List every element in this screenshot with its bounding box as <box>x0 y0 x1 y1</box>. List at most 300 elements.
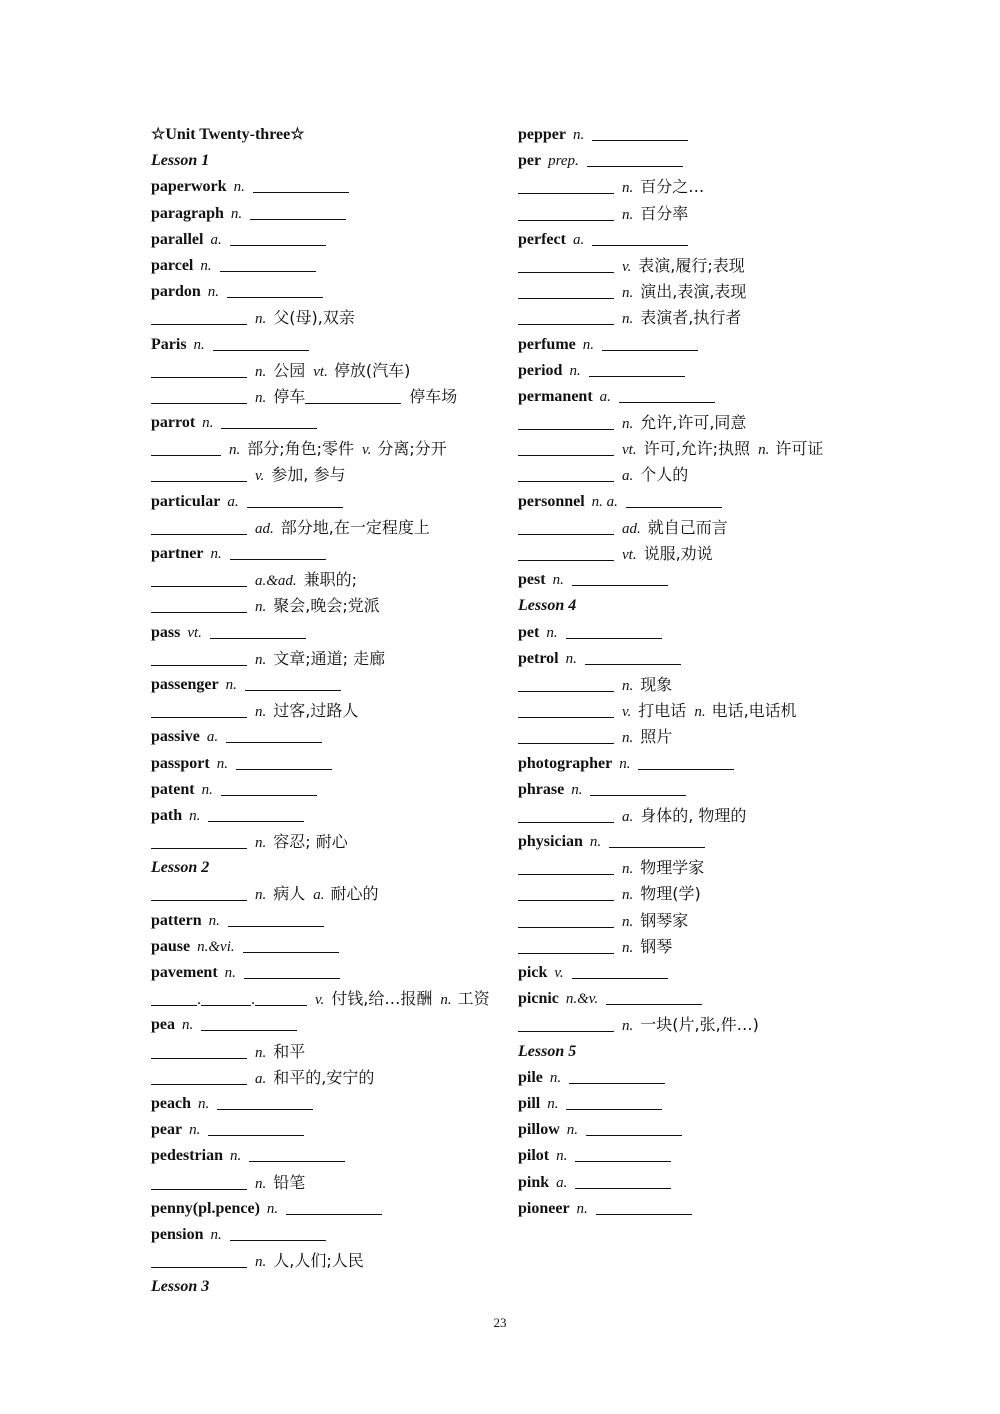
vocab-entry <box>151 829 501 855</box>
vocab-entry <box>518 620 878 646</box>
answer-blank[interactable] <box>518 806 614 823</box>
part-of-speech: n. <box>255 835 267 852</box>
chinese-meaning: 表演者,执行者 <box>640 308 742 328</box>
vocab-entry <box>151 620 501 646</box>
vocab-entry <box>151 1143 501 1169</box>
part-of-speech: n. <box>622 913 634 930</box>
answer-blank[interactable] <box>151 701 247 718</box>
vocab-entry <box>518 803 878 829</box>
vocab-entry <box>151 332 501 358</box>
answer-blank[interactable] <box>151 596 247 613</box>
part-of-speech: n. <box>622 1018 634 1035</box>
answer-blank[interactable] <box>151 439 221 456</box>
vocab-word: permanent <box>518 387 593 405</box>
answer-blank[interactable] <box>151 1042 247 1059</box>
answer-blank[interactable] <box>518 413 614 430</box>
answer-blank[interactable] <box>518 308 614 325</box>
vocab-word: passive <box>151 728 200 746</box>
part-of-speech: n. a. <box>591 493 618 510</box>
chinese-meaning: 容忍; 耐心 <box>273 832 348 852</box>
vocab-word: pillow <box>518 1121 560 1139</box>
answer-blank[interactable] <box>151 1173 247 1190</box>
part-of-speech: n. <box>255 1254 267 1271</box>
part-of-speech: a. <box>206 729 219 746</box>
vocab-entry <box>518 1091 878 1117</box>
part-of-speech: v. <box>622 704 632 721</box>
vocab-entry <box>518 462 878 488</box>
part-of-speech: n. <box>622 939 634 956</box>
vocab-word: pepper <box>518 126 566 143</box>
answer-blank[interactable] <box>245 674 341 691</box>
part-of-speech: n. <box>619 755 631 772</box>
vocab-entry <box>518 751 878 777</box>
answer-blank[interactable] <box>208 805 304 822</box>
answer-blank[interactable] <box>250 203 346 220</box>
vocab-entry <box>518 358 878 384</box>
vocab-entry <box>518 1012 878 1038</box>
part-of-speech: a. <box>210 231 222 248</box>
vocab-word: pattern <box>151 911 202 929</box>
answer-blank[interactable] <box>518 177 614 194</box>
vocab-entry <box>518 908 878 934</box>
part-of-speech: n. <box>573 127 585 143</box>
answer-blank[interactable] <box>210 622 306 639</box>
chinese-meaning: 个人的 <box>640 465 689 485</box>
part-of-speech: n. <box>210 1226 222 1243</box>
chinese-meaning: 和平的,安宁的 <box>273 1067 375 1087</box>
chinese-meaning: 物理学家 <box>640 858 705 878</box>
answer-blank[interactable] <box>572 569 668 586</box>
vocab-entry <box>151 1012 501 1038</box>
vocab-entry <box>151 489 501 515</box>
part-of-speech: n. <box>193 336 205 353</box>
vocab-entry <box>518 279 878 305</box>
part-of-speech: n. <box>189 807 201 824</box>
part-of-speech: n. <box>622 677 634 694</box>
left-column <box>151 122 501 1300</box>
vocab-word: personnel <box>518 492 585 510</box>
chinese-meaning: 表演,履行;表现 <box>638 255 745 275</box>
answer-blank[interactable] <box>253 176 349 193</box>
vocab-entry <box>518 541 878 567</box>
part-of-speech: n. <box>622 206 634 223</box>
vocab-entry <box>151 279 501 305</box>
vocab-entry <box>518 253 878 279</box>
vocab-entry <box>518 489 878 515</box>
lesson-title: Lesson 3 <box>151 1278 210 1296</box>
chinese-meaning: 钢琴 <box>640 936 673 956</box>
answer-blank[interactable] <box>286 1198 382 1215</box>
part-of-speech: n. <box>266 1200 279 1217</box>
vocab-word: passenger <box>151 675 219 693</box>
part-of-speech: n. <box>571 781 583 798</box>
answer-blank[interactable] <box>518 937 614 954</box>
part-of-speech: prep. <box>548 153 579 170</box>
vocab-entry <box>151 515 501 541</box>
answer-blank[interactable] <box>606 988 702 1005</box>
vocab-word: pet <box>518 623 540 641</box>
vocab-entry <box>151 934 501 960</box>
lesson-heading <box>151 148 501 174</box>
vocab-entry <box>151 960 501 986</box>
vocab-entry <box>151 384 501 410</box>
part-of-speech: n. <box>255 389 267 406</box>
vocab-entry <box>518 646 878 672</box>
answer-blank[interactable] <box>589 360 685 377</box>
part-of-speech: n. <box>225 676 237 693</box>
answer-blank[interactable] <box>201 989 251 1006</box>
part-of-speech: a.&ad. <box>255 573 297 590</box>
chinese-meaning: 说服,劝说 <box>643 544 713 563</box>
vocab-entry <box>151 593 501 619</box>
vocab-entry <box>151 227 501 253</box>
answer-blank[interactable] <box>208 1119 304 1136</box>
part-of-speech: n. <box>255 887 267 904</box>
vocab-word: perfume <box>518 335 576 353</box>
vocab-entry: . . v. 付钱,给…报酬 n. 工资 <box>151 986 501 1012</box>
answer-blank[interactable] <box>518 256 614 273</box>
answer-blank[interactable] <box>518 1015 614 1032</box>
vocab-entry <box>518 567 878 593</box>
answer-blank[interactable] <box>518 544 614 561</box>
vocab-entry <box>518 1065 878 1091</box>
page-number: 23 <box>493 1315 507 1330</box>
chinese-meaning: 演出,表演,表现 <box>640 282 747 302</box>
chinese-meaning: 现象 <box>640 674 673 694</box>
vocab-word: pill <box>518 1094 541 1112</box>
chinese-meaning: 部分;角色;零件 <box>247 439 355 459</box>
answer-blank[interactable] <box>244 962 340 979</box>
vocab-entry <box>151 410 501 436</box>
chinese-meaning: 电话,电话机 <box>711 701 797 721</box>
answer-blank[interactable] <box>151 387 247 404</box>
vocab-word: pear <box>151 1121 183 1139</box>
part-of-speech: n. <box>556 1148 568 1165</box>
answer-blank[interactable] <box>619 386 715 403</box>
part-of-speech: n. <box>552 572 564 589</box>
answer-blank[interactable] <box>151 308 247 325</box>
answer-blank[interactable] <box>221 779 317 796</box>
chinese-meaning: 兼职的; <box>303 570 358 590</box>
part-of-speech: n. <box>622 285 634 302</box>
answer-blank[interactable] <box>305 387 401 404</box>
vocab-entry <box>518 724 878 750</box>
answer-blank[interactable] <box>230 543 326 560</box>
vocab-word: passport <box>151 754 210 772</box>
part-of-speech: n. <box>255 1044 267 1061</box>
vocab-word: parallel <box>151 230 204 248</box>
answer-blank[interactable] <box>518 701 614 718</box>
answer-blank[interactable] <box>575 1172 671 1189</box>
vocab-word: peach <box>151 1094 191 1112</box>
answer-blank[interactable] <box>518 204 614 221</box>
vocab-entry <box>518 1143 878 1169</box>
answer-blank[interactable] <box>151 361 247 378</box>
answer-blank[interactable] <box>572 962 668 979</box>
chinese-meaning: 许可,允许;执照 <box>643 439 751 459</box>
vocab-word: pedestrian <box>151 1147 223 1165</box>
answer-blank[interactable] <box>249 1145 345 1162</box>
answer-blank[interactable] <box>518 911 614 928</box>
answer-blank[interactable] <box>247 491 343 508</box>
vocab-entry <box>151 724 501 750</box>
part-of-speech: a. <box>556 1174 568 1191</box>
part-of-speech: n. <box>208 912 220 929</box>
part-of-speech: n. <box>233 179 245 196</box>
vocab-word: Paris <box>151 335 187 353</box>
part-of-speech: n. <box>216 755 228 772</box>
part-of-speech: n. <box>230 1148 242 1165</box>
answer-blank[interactable] <box>230 229 326 246</box>
vocab-entry <box>518 1196 878 1222</box>
answer-blank[interactable] <box>518 465 614 482</box>
chinese-meaning: 工资 <box>457 989 490 1009</box>
answer-blank[interactable] <box>518 884 614 901</box>
answer-blank[interactable] <box>151 649 247 666</box>
answer-blank[interactable] <box>228 910 324 927</box>
vocab-word: particular <box>151 492 221 510</box>
vocab-entry <box>518 829 878 855</box>
answer-blank[interactable] <box>236 753 332 770</box>
vocab-entry <box>518 986 878 1012</box>
vocab-entry <box>518 305 878 331</box>
vocab-entry <box>151 646 501 672</box>
right-column <box>518 122 878 1222</box>
answer-blank[interactable] <box>609 831 705 848</box>
part-of-speech: n. <box>546 624 558 641</box>
chinese-meaning: 物理(学) <box>640 884 701 904</box>
answer-blank[interactable] <box>518 858 614 875</box>
answer-blank[interactable] <box>587 150 683 167</box>
answer-blank[interactable] <box>518 518 614 535</box>
answer-blank[interactable] <box>226 726 322 743</box>
vocab-entry <box>518 174 878 200</box>
vocab-word: photographer <box>518 754 613 772</box>
answer-blank[interactable] <box>585 648 681 665</box>
vocab-word: period <box>518 361 563 379</box>
chinese-meaning: 停放(汽车) <box>333 360 411 380</box>
part-of-speech: a. <box>255 1070 267 1087</box>
vocab-entry <box>518 777 878 803</box>
chinese-meaning: 铅笔 <box>273 1172 306 1192</box>
vocab-entry <box>151 436 501 462</box>
unit-heading <box>151 122 501 148</box>
chinese-meaning: 一块(片,张,件…) <box>640 1015 759 1035</box>
chinese-meaning: 许可证 <box>775 439 824 459</box>
vocab-entry <box>518 410 878 436</box>
part-of-speech: a. <box>599 388 611 405</box>
part-of-speech: n. <box>230 205 243 222</box>
vocab-entry <box>151 881 501 907</box>
part-of-speech: n. <box>224 965 236 981</box>
part-of-speech: vt. <box>622 442 637 459</box>
part-of-speech: ad. <box>622 520 641 537</box>
lesson-title: Lesson 2 <box>151 859 210 877</box>
vocab-word: picnic <box>518 990 559 1008</box>
answer-blank[interactable] <box>590 779 686 796</box>
answer-blank[interactable] <box>220 255 316 272</box>
answer-blank[interactable] <box>217 1093 313 1110</box>
answer-blank[interactable] <box>151 570 247 587</box>
chinese-meaning: 停车 <box>273 386 306 406</box>
vocab-word: phrase <box>518 780 565 798</box>
part-of-speech: n. <box>589 834 602 851</box>
part-of-speech: a. <box>622 808 634 825</box>
answer-blank[interactable] <box>151 465 247 482</box>
vocab-word: pest <box>518 571 546 589</box>
chinese-meaning: 百分率 <box>640 203 689 223</box>
vocab-word: pardon <box>151 283 201 301</box>
vocab-entry <box>518 672 878 698</box>
answer-blank[interactable] <box>566 1093 662 1110</box>
vocab-entry <box>151 1117 501 1143</box>
vocab-entry <box>151 358 501 384</box>
vocab-word: pavement <box>151 964 218 981</box>
vocab-entry <box>151 803 501 829</box>
chinese-meaning: 照片 <box>640 727 673 747</box>
vocab-entry <box>151 253 501 279</box>
answer-blank[interactable] <box>255 989 307 1006</box>
vocab-entry <box>151 1065 501 1091</box>
answer-blank[interactable] <box>596 1198 692 1215</box>
vocab-word: paperwork <box>151 178 227 196</box>
answer-blank[interactable] <box>151 832 247 849</box>
vocab-word: pilot <box>518 1147 550 1165</box>
answer-blank[interactable] <box>569 1067 665 1084</box>
vocab-entry <box>518 1117 878 1143</box>
answer-blank[interactable] <box>518 675 614 692</box>
vocab-entry <box>518 122 878 148</box>
vocab-entry <box>151 462 501 488</box>
chinese-meaning: 分离;分开 <box>377 439 447 459</box>
vocab-word: penny(pl.pence) <box>151 1199 260 1217</box>
answer-blank[interactable] <box>201 1014 297 1031</box>
part-of-speech: vt. <box>622 547 637 563</box>
chinese-meaning: 人,人们;人民 <box>273 1251 364 1271</box>
part-of-speech: n. <box>582 336 595 353</box>
answer-blank[interactable] <box>213 334 309 351</box>
answer-blank[interactable] <box>626 491 722 508</box>
vocab-entry <box>518 934 878 960</box>
part-of-speech: n.&v. <box>565 991 599 1008</box>
vocab-entry <box>151 174 501 200</box>
chinese-meaning: 耐心的 <box>330 884 379 904</box>
part-of-speech: n. <box>255 1175 267 1192</box>
part-of-speech: n. <box>566 1122 579 1139</box>
part-of-speech: n. <box>189 1122 201 1139</box>
answer-blank[interactable] <box>151 884 247 901</box>
vocab-word: patent <box>151 780 195 798</box>
part-of-speech: n. <box>576 1200 588 1217</box>
part-of-speech: a. <box>227 493 239 510</box>
vocab-word: parcel <box>151 256 194 274</box>
vocab-word: pick <box>518 964 548 981</box>
vocab-entry <box>518 698 878 724</box>
answer-blank[interactable] <box>221 412 317 429</box>
answer-blank[interactable] <box>586 1119 682 1136</box>
part-of-speech: a. <box>622 468 634 485</box>
part-of-speech: n. <box>207 284 220 301</box>
part-of-speech: n. <box>549 1069 562 1086</box>
vocab-entry <box>518 148 878 174</box>
answer-blank[interactable] <box>592 229 688 246</box>
vocab-entry <box>151 1222 501 1248</box>
vocab-entry <box>151 567 501 593</box>
part-of-speech: vt. <box>313 363 328 380</box>
answer-blank[interactable] <box>518 727 614 744</box>
chinese-meaning: 身体的, 物理的 <box>640 805 747 825</box>
vocab-word: pension <box>151 1225 204 1243</box>
chinese-meaning: 公园 <box>273 360 306 380</box>
vocab-entry <box>151 1039 501 1065</box>
vocab-entry <box>151 1091 501 1117</box>
part-of-speech: n. <box>229 442 241 459</box>
answer-blank[interactable] <box>592 124 688 141</box>
chinese-meaning: 聚会,晚会;党派 <box>273 596 380 616</box>
part-of-speech: n. <box>622 887 634 904</box>
vocab-entry <box>518 201 878 227</box>
chinese-meaning: 付钱,给…报酬 <box>331 989 433 1009</box>
chinese-meaning: 允许,许可,同意 <box>640 413 747 433</box>
part-of-speech: n. <box>622 861 634 878</box>
answer-blank[interactable] <box>638 753 734 770</box>
vocab-word: perfect <box>518 230 566 248</box>
answer-blank[interactable] <box>151 989 197 1006</box>
chinese-meaning: 停车场 <box>409 386 458 406</box>
answer-blank[interactable] <box>518 282 614 299</box>
chinese-meaning: 文章;通道; 走廊 <box>273 648 386 668</box>
chinese-meaning: 和平 <box>273 1041 306 1061</box>
chinese-meaning: 父(母),双亲 <box>273 308 355 328</box>
chinese-meaning: 过客,过路人 <box>273 701 359 721</box>
vocab-entry <box>518 227 878 253</box>
lesson-title: Lesson 1 <box>151 152 210 170</box>
answer-blank[interactable] <box>518 439 614 456</box>
vocab-entry <box>518 881 878 907</box>
answer-blank[interactable] <box>566 622 662 639</box>
lesson-heading <box>151 855 501 881</box>
answer-blank[interactable] <box>575 1145 671 1162</box>
part-of-speech: n. <box>202 415 214 432</box>
vocab-entry <box>518 1170 878 1196</box>
answer-blank[interactable] <box>151 1251 247 1268</box>
part-of-speech: n. <box>622 730 634 747</box>
part-of-speech: n. <box>622 180 634 197</box>
chinese-meaning: 病人 <box>273 884 306 904</box>
lesson-heading <box>518 593 878 619</box>
vocab-word: physician <box>518 833 583 851</box>
chinese-meaning: 钢琴家 <box>640 910 689 930</box>
answer-blank[interactable] <box>243 936 339 953</box>
vocab-entry <box>151 777 501 803</box>
vocab-entry <box>151 1196 501 1222</box>
part-of-speech: n. <box>255 599 267 616</box>
answer-blank[interactable] <box>602 334 698 351</box>
part-of-speech: a. <box>313 887 325 904</box>
part-of-speech: n. <box>255 363 267 380</box>
answer-blank[interactable] <box>230 1224 326 1241</box>
part-of-speech: n. <box>201 781 213 798</box>
answer-blank[interactable] <box>151 1068 247 1085</box>
part-of-speech: v. <box>315 992 325 1009</box>
answer-blank[interactable] <box>227 281 323 298</box>
chinese-meaning: 参加, 参与 <box>271 465 346 485</box>
answer-blank[interactable] <box>151 518 247 535</box>
part-of-speech: v. <box>622 258 632 275</box>
part-of-speech: v. <box>362 442 372 459</box>
part-of-speech: n.&vi. <box>197 938 235 955</box>
part-of-speech: n. <box>255 704 267 721</box>
